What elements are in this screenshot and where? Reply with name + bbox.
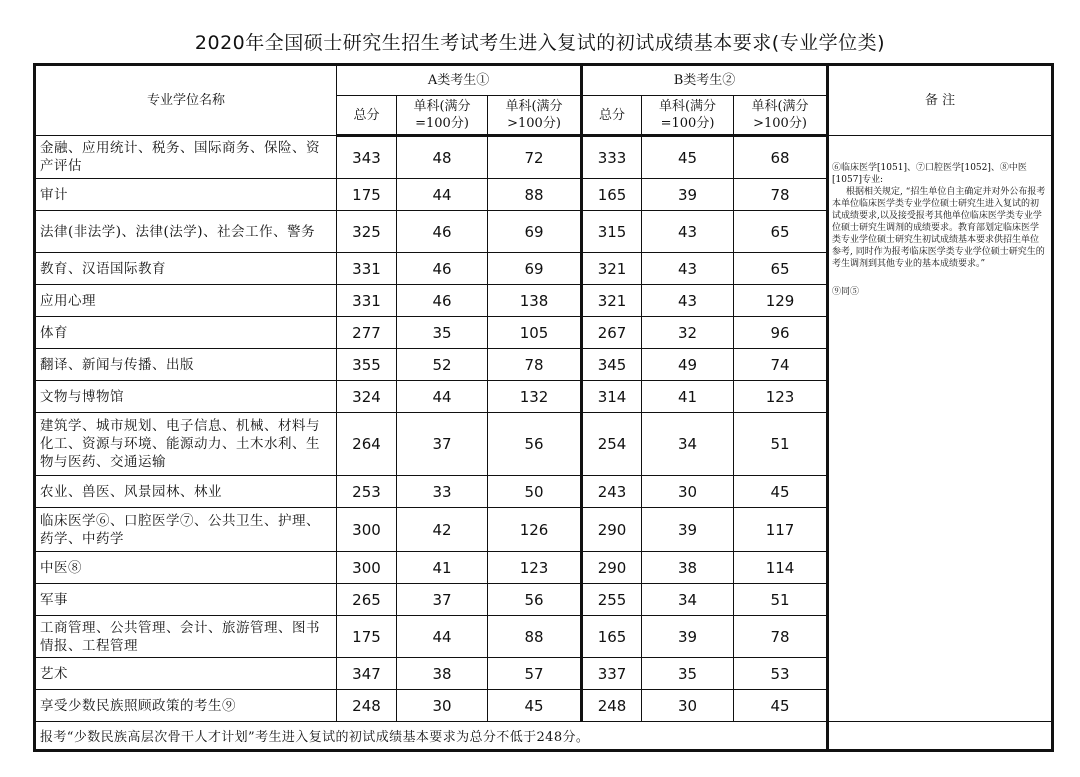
footer-remarks-empty [828, 722, 1053, 751]
remarks-notes [828, 136, 1053, 722]
score-b-single100: 39 [642, 179, 734, 211]
score-b-single-over100: 96 [734, 317, 828, 349]
score-a-single100: 46 [397, 253, 488, 285]
score-a-total: 325 [337, 211, 397, 253]
major-name: 工商管理、公共管理、会计、旅游管理、图书情报、工程管理 [35, 616, 337, 658]
score-table [33, 63, 1054, 752]
major-name: 体育 [35, 317, 337, 349]
score-a-total: 331 [337, 285, 397, 317]
score-b-total: 254 [582, 413, 642, 476]
major-name: 翻译、新闻与传播、出版 [35, 349, 337, 381]
score-a-total: 300 [337, 508, 397, 552]
major-name: 金融、应用统计、税务、国际商务、保险、资产评估 [35, 136, 337, 179]
score-a-single100: 46 [397, 211, 488, 253]
major-name: 艺术 [35, 658, 337, 690]
score-a-single100: 52 [397, 349, 488, 381]
score-b-single-over100: 65 [734, 211, 828, 253]
score-a-total: 347 [337, 658, 397, 690]
major-name: 农业、兽医、风景园林、林业 [35, 476, 337, 508]
score-a-total: 277 [337, 317, 397, 349]
page-title: 2020年全国硕士研究生招生考试考生进入复试的初试成绩基本要求(专业学位类) [194, 32, 886, 54]
score-a-single-over100: 132 [488, 381, 582, 413]
score-a-total: 253 [337, 476, 397, 508]
score-a-single100: 38 [397, 658, 488, 690]
score-b-single-over100: 129 [734, 285, 828, 317]
score-b-single-over100: 78 [734, 616, 828, 658]
score-a-single100: 44 [397, 381, 488, 413]
note-line-3: ⑨同⑤ [832, 287, 860, 297]
score-a-total: 355 [337, 349, 397, 381]
score-a-total: 265 [337, 584, 397, 616]
score-b-total: 314 [582, 381, 642, 413]
score-b-single-over100: 53 [734, 658, 828, 690]
score-a-single-over100: 69 [488, 211, 582, 253]
score-a-single-over100: 123 [488, 552, 582, 584]
score-b-single100: 43 [642, 253, 734, 285]
score-b-single-over100: 114 [734, 552, 828, 584]
score-a-single-over100: 78 [488, 349, 582, 381]
score-a-total: 343 [337, 136, 397, 179]
score-b-single100: 34 [642, 413, 734, 476]
score-b-single-over100: 117 [734, 508, 828, 552]
score-a-single100: 44 [397, 616, 488, 658]
major-name: 军事 [35, 584, 337, 616]
header-b-single100: 单科(满分=100分) [642, 96, 734, 136]
score-b-total: 321 [582, 285, 642, 317]
score-a-single-over100: 50 [488, 476, 582, 508]
score-b-single100: 34 [642, 584, 734, 616]
score-b-single100: 30 [642, 476, 734, 508]
score-b-single100: 35 [642, 658, 734, 690]
header-major-name: 专业学位名称 [35, 65, 337, 136]
major-name: 法律(非法学)、法律(法学)、社会工作、警务 [35, 211, 337, 253]
header-a-single100: 单科(满分=100分) [397, 96, 488, 136]
score-a-total: 324 [337, 381, 397, 413]
score-b-single100: 49 [642, 349, 734, 381]
score-b-total: 345 [582, 349, 642, 381]
score-b-total: 243 [582, 476, 642, 508]
score-b-total: 248 [582, 690, 642, 722]
major-name: 享受少数民族照顾政策的考生⑨ [35, 690, 337, 722]
score-b-total: 315 [582, 211, 642, 253]
score-a-single100: 37 [397, 413, 488, 476]
score-b-total: 165 [582, 179, 642, 211]
score-a-total: 175 [337, 179, 397, 211]
score-b-single100: 39 [642, 616, 734, 658]
score-b-total: 290 [582, 508, 642, 552]
major-name: 临床医学⑥、口腔医学⑦、公共卫生、护理、药学、中药学 [35, 508, 337, 552]
major-name: 教育、汉语国际教育 [35, 253, 337, 285]
score-b-single100: 43 [642, 285, 734, 317]
major-name: 文物与博物馆 [35, 381, 337, 413]
score-b-single-over100: 123 [734, 381, 828, 413]
score-a-total: 175 [337, 616, 397, 658]
score-a-single-over100: 45 [488, 690, 582, 722]
score-b-single-over100: 68 [734, 136, 828, 179]
score-b-single-over100: 65 [734, 253, 828, 285]
header-group-a: A类考生① [337, 65, 582, 96]
score-b-single100: 30 [642, 690, 734, 722]
score-a-total: 264 [337, 413, 397, 476]
score-b-total: 165 [582, 616, 642, 658]
header-a-total: 总分 [337, 96, 397, 136]
score-b-total: 337 [582, 658, 642, 690]
score-a-single-over100: 57 [488, 658, 582, 690]
score-a-single100: 33 [397, 476, 488, 508]
score-a-total: 300 [337, 552, 397, 584]
score-a-single100: 30 [397, 690, 488, 722]
score-a-total: 248 [337, 690, 397, 722]
score-b-single-over100: 45 [734, 690, 828, 722]
score-b-total: 267 [582, 317, 642, 349]
score-a-single-over100: 105 [488, 317, 582, 349]
score-b-single-over100: 78 [734, 179, 828, 211]
score-a-single100: 41 [397, 552, 488, 584]
major-name: 中医⑧ [35, 552, 337, 584]
header-remarks: 备 注 [828, 65, 1053, 136]
score-b-single100: 32 [642, 317, 734, 349]
score-b-single100: 43 [642, 211, 734, 253]
score-a-single-over100: 56 [488, 584, 582, 616]
score-a-single-over100: 72 [488, 136, 582, 179]
score-a-single-over100: 69 [488, 253, 582, 285]
score-a-single100: 37 [397, 584, 488, 616]
score-a-single100: 44 [397, 179, 488, 211]
score-a-total: 331 [337, 253, 397, 285]
score-b-single-over100: 51 [734, 413, 828, 476]
major-name: 应用心理 [35, 285, 337, 317]
score-a-single100: 46 [397, 285, 488, 317]
score-a-single-over100: 126 [488, 508, 582, 552]
header-b-single-over100: 单科(满分>100分) [734, 96, 828, 136]
score-b-total: 333 [582, 136, 642, 179]
note-line-2: 根据相关规定, “招生单位自主确定并对外公布报考本单位临床医学类专业学位硕士研究生进入复试的初试成绩要求,以及接受报考其他单位临床医学类专业学位硕士研究生调剂的成绩要求。教育部划定临床医学类专业学位硕士研究生初试成绩基本要求供招生单位参考, 同时作为报考临床医学类专业学位硕士研究生的考生调剂到其他专业的基本成绩要求。” [832, 187, 1046, 269]
score-b-single100: 41 [642, 381, 734, 413]
score-a-single-over100: 56 [488, 413, 582, 476]
note-line-1: ⑥临床医学[1051]、⑦口腔医学[1052]、⑧中医[1057]专业: [832, 163, 1027, 185]
score-b-single100: 39 [642, 508, 734, 552]
score-a-single-over100: 88 [488, 616, 582, 658]
header-a-single-over100: 单科(满分>100分) [488, 96, 582, 136]
footer-note: 报考“少数民族高层次骨干人才计划”考生进入复试的初试成绩基本要求为总分不低于248分。 [35, 722, 828, 751]
score-b-total: 290 [582, 552, 642, 584]
table-row [35, 136, 1053, 179]
score-b-single100: 45 [642, 136, 734, 179]
major-name: 建筑学、城市规划、电子信息、机械、材料与化工、资源与环境、能源动力、土木水利、生物与医药、交通运输 [35, 413, 337, 476]
score-b-total: 321 [582, 253, 642, 285]
score-a-single-over100: 138 [488, 285, 582, 317]
score-b-single-over100: 74 [734, 349, 828, 381]
score-b-single-over100: 51 [734, 584, 828, 616]
score-a-single100: 48 [397, 136, 488, 179]
score-b-total: 255 [582, 584, 642, 616]
header-group-b: B类考生② [582, 65, 828, 96]
score-b-single100: 38 [642, 552, 734, 584]
header-b-total: 总分 [582, 96, 642, 136]
score-b-single-over100: 45 [734, 476, 828, 508]
score-a-single100: 35 [397, 317, 488, 349]
major-name: 审计 [35, 179, 337, 211]
score-a-single100: 42 [397, 508, 488, 552]
score-a-single-over100: 88 [488, 179, 582, 211]
